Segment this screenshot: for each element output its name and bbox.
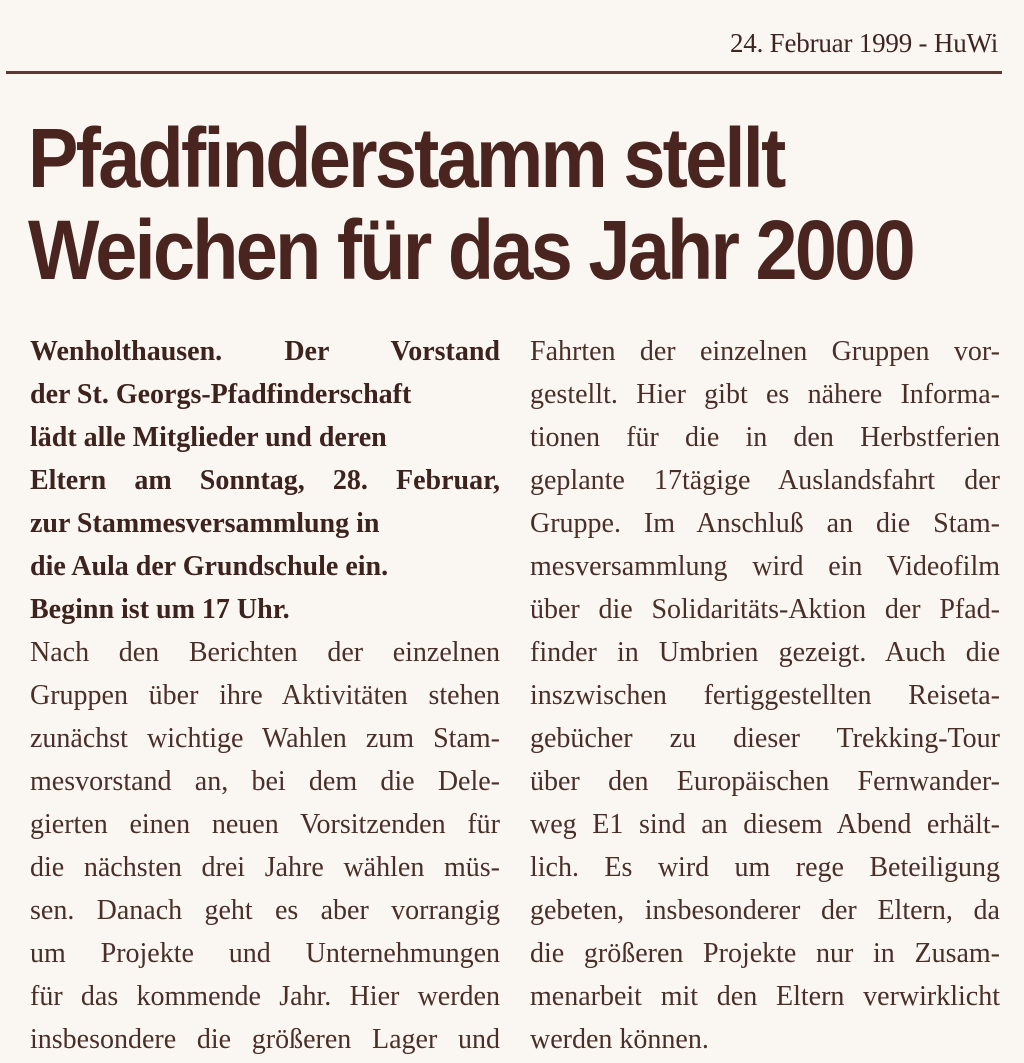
- lead-line: der St. Georgs-Pfadfinderschaft: [30, 379, 412, 410]
- lead-line: Beginn ist um 17 Uhr.: [30, 594, 290, 625]
- body-line: die größeren Projekte nur in Zusam-: [530, 938, 1000, 969]
- body-line: Fahrten der einzelnen Gruppen vor-: [530, 336, 1000, 367]
- left-column: [30, 330, 500, 1061]
- headline-line-1: Pfadfinderstamm stellt: [28, 111, 784, 205]
- header-rule: [6, 71, 1002, 74]
- body-line: Gruppen über ihre Aktivitäten stehen: [30, 680, 500, 711]
- lead-line: Eltern am Sonntag, 28. Februar,: [30, 465, 500, 496]
- body-line: tionen für die in den Herbstferien: [530, 422, 1000, 453]
- body-line: insbesondere die größeren Lager und: [30, 1024, 500, 1055]
- body-line: weg E1 sind an diesem Abend erhält-: [530, 809, 1000, 840]
- body-line: über die Solidaritäts-Aktion der Pfad-: [530, 594, 1000, 625]
- body-line: mesvorstand an, bei dem die Dele-: [30, 766, 500, 797]
- lead-line: zur Stammesversammlung in: [30, 508, 380, 539]
- body-line: für das kommende Jahr. Hier werden: [30, 981, 500, 1012]
- headline-line-2: Weichen für das Jahr 2000: [28, 203, 913, 297]
- body-line: gestellt. Hier gibt es nähere Informa-: [530, 379, 1000, 410]
- lead-line: Wenholthausen. Der Vorstand: [30, 336, 500, 367]
- body-paragraph-left: [30, 631, 500, 1061]
- body-line: sen. Danach geht es aber vorrangig: [30, 895, 500, 926]
- body-line: Gruppe. Im Anschluß an die Stam-: [530, 508, 1000, 539]
- body-line: zunächst wichtige Wahlen zum Stam-: [30, 723, 500, 754]
- body-line: werden können.: [530, 1024, 709, 1055]
- right-column: [530, 330, 1000, 1061]
- body-line: geplante 17tägige Auslandsfahrt der: [530, 465, 1000, 496]
- body-line: Nach den Berichten der einzelnen: [30, 637, 500, 668]
- lead-line: lädt alle Mitglieder und deren: [30, 422, 387, 453]
- body-line: mesversammlung wird ein Videofilm: [530, 551, 1000, 582]
- body-paragraph-right: [530, 330, 1000, 1061]
- body-line: um Projekte und Unternehmungen: [30, 938, 500, 969]
- body-line: gebücher zu dieser Trekking-Tour: [530, 723, 1000, 754]
- body-line: inszwischen fertiggestellten Reiseta-: [530, 680, 1000, 711]
- body-line: lich. Es wird um rege Beteiligung: [530, 852, 1000, 883]
- body-line: gierten einen neuen Vorsitzenden für: [30, 809, 500, 840]
- body-line: über den Europäischen Fernwander-: [530, 766, 1000, 797]
- body-line: menarbeit mit den Eltern verwirklicht: [530, 981, 1000, 1012]
- headline: [28, 111, 913, 297]
- lead-line: die Aula der Grundschule ein.: [30, 551, 389, 582]
- body-line: gebeten, insbesonderer der Eltern, da: [530, 895, 1000, 926]
- body-line: finder in Umbrien gezeigt. Auch die: [530, 637, 1000, 668]
- lead-paragraph: [30, 330, 500, 631]
- dateline: 24. Februar 1999 - HuWi: [729, 28, 998, 58]
- body-line: die nächsten drei Jahre wählen müs-: [30, 852, 500, 883]
